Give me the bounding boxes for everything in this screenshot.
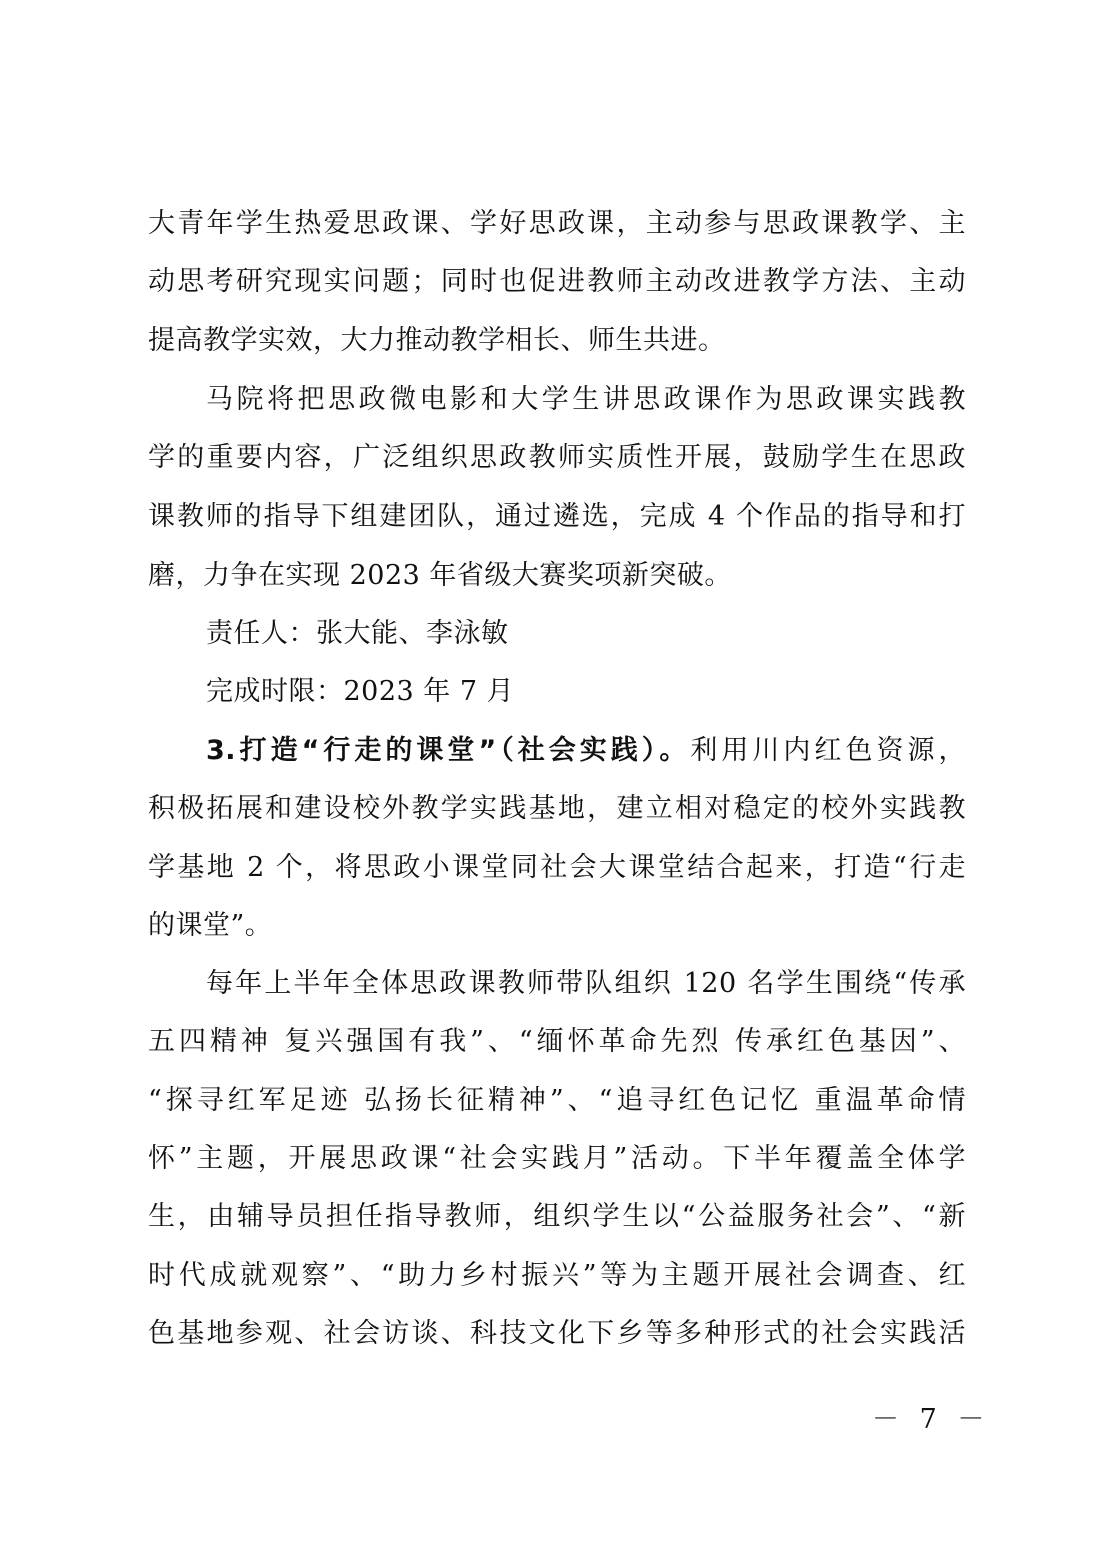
deadline: 完成时限：2023 年 7 月 (206, 676, 515, 707)
section-heading-text: 利用川内红色资源， (690, 735, 966, 766)
paragraph-line: 五四精神 复兴强国有我”、“缅怀革命先烈 传承红色基因”、 (148, 1026, 966, 1057)
paragraph-line: 磨，力争在实现 2023 年省级大赛奖项新突破。 (148, 560, 732, 591)
paragraph-line: 动思考研究现实问题；同时也促进教师主动改进教学方法、主动 (148, 266, 966, 297)
paragraph-line: 课教师的指导下组建团队，通过遴选，完成 4 个作品的指导和打 (148, 501, 966, 532)
section-heading-line (206, 731, 966, 771)
page-number: － 7 － (872, 1404, 991, 1435)
paragraph-line: 大青年学生热爱思政课、学好思政课，主动参与思政课教学、主 (148, 208, 966, 239)
responsible-person: 责任人：张大能、李泳敏 (206, 618, 509, 649)
paragraph-line: 怀”主题，开展思政课“社会实践月”活动。下半年覆盖全体学 (148, 1143, 966, 1174)
paragraph-line: 提高教学实效，大力推动教学相长、师生共进。 (148, 325, 726, 356)
paragraph-line: 学的重要内容，广泛组织思政教师实质性开展，鼓励学生在思政 (148, 442, 966, 473)
paragraph-line: 学基地 2 个，将思政小课堂同社会大课堂结合起来，打造“行走 (148, 852, 966, 883)
paragraph-line: 马院将把思政微电影和大学生讲思政课作为思政课实践教 (206, 384, 966, 415)
paragraph-line: 色基地参观、社会访谈、科技文化下乡等多种形式的社会实践活 (148, 1318, 966, 1349)
section-heading: 3.打造“行走的课堂”（社会实践）。 (206, 735, 691, 766)
paragraph-line: 每年上半年全体思政课教师带队组织 120 名学生围绕“传承 (206, 968, 966, 999)
paragraph-line: 时代成就观察”、“助力乡村振兴”等为主题开展社会调查、红 (148, 1260, 966, 1291)
paragraph-line: 积极拓展和建设校外教学实践基地，建立相对稳定的校外实践教 (148, 793, 966, 824)
paragraph-line: 的课堂”。 (148, 910, 273, 941)
paragraph-line: 生，由辅导员担任指导教师，组织学生以“公益服务社会”、“新 (148, 1201, 966, 1232)
paragraph-line: “探寻红军足迹 弘扬长征精神”、“追寻红色记忆 重温革命情 (148, 1085, 966, 1116)
